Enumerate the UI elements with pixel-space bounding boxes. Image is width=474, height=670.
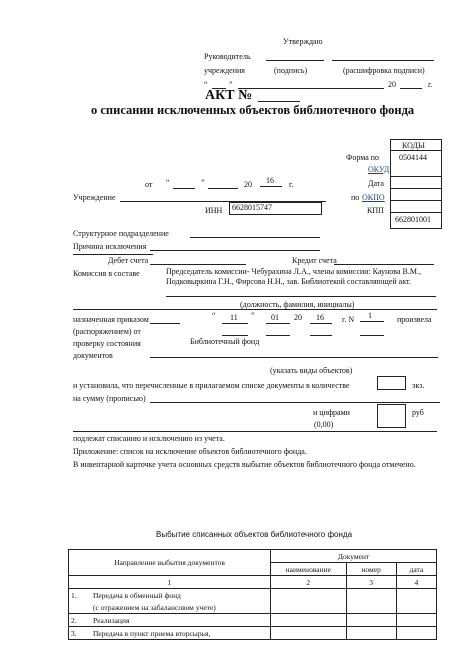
date-year-value: 16 (266, 176, 274, 185)
inn-value: 6628015747 (232, 203, 272, 212)
col-document-header: Документ (271, 550, 437, 563)
row-date-cell (396, 614, 436, 627)
date-quote-2: ” (201, 178, 205, 187)
commission-line (166, 296, 436, 297)
head-signature-line (266, 60, 324, 61)
commission-hint: (должность, фамилия, инициалы) (240, 300, 355, 309)
reason-line (150, 250, 320, 251)
order-num-label: г. N (342, 315, 355, 324)
established-text: и установила, что перечисленные в прилагаемом списке документы в количестве (73, 381, 350, 390)
codes-divider-1 (390, 150, 441, 151)
debit-line (150, 264, 246, 265)
codes-divider-2 (390, 176, 441, 177)
approve-year-prefix: 20 (388, 80, 396, 89)
institution-label: Учреждение (73, 193, 116, 202)
row-number-cell (346, 627, 396, 640)
table-row (69, 627, 437, 640)
approve-year-suffix: г. (428, 80, 433, 89)
reason-label: Причина исключения (73, 242, 147, 251)
row-text: Реализация (93, 615, 130, 625)
row-text: (с отражением на забалансовом учете) (93, 602, 216, 612)
credit-label: Кредит счета (292, 256, 337, 265)
note-line-3: В инвентарной карточке учета основных средств выбытие объектов библиотечного фонда отмечено. (73, 460, 416, 469)
act-subtitle: о списании исключенных объектов библиотечного фонда (91, 103, 415, 117)
order-year-line-2 (310, 335, 332, 336)
order-line-1: назначенная приказом (73, 315, 149, 324)
credit-line (334, 264, 434, 265)
date-from-label: от (145, 180, 153, 189)
order-quote-1: “ (212, 311, 216, 320)
order-top-line (73, 309, 437, 310)
signature-hint: (подпись) (274, 66, 308, 75)
sub-name-header: наименование (271, 563, 346, 576)
row-number-cell (346, 614, 396, 627)
approve-org-label: учреждения (204, 66, 245, 75)
digits-label: и цифрами (313, 408, 350, 417)
sub-number-header: номер (346, 563, 396, 576)
date-year-line (260, 186, 282, 187)
form-label: Форма по (346, 153, 380, 162)
order-object-hint: (указать виды объектов) (270, 366, 353, 375)
structural-line (190, 237, 320, 238)
structural-label: Структурное подразделение (73, 229, 169, 238)
row-name-cell (271, 589, 346, 614)
inn-label: ИНН (205, 206, 223, 215)
sum-line (150, 402, 440, 403)
order-number-line (360, 321, 384, 322)
approve-quote-open: “ (204, 80, 208, 89)
codes-divider-4 (390, 200, 441, 201)
row-date-cell (396, 627, 436, 640)
commission-label: Комиссия в составе (73, 269, 140, 278)
order-month: 01 (271, 313, 279, 322)
order-day-line (222, 323, 248, 324)
row-direction-cell (69, 614, 271, 627)
table-row (69, 589, 437, 602)
okud-value: 0504144 (399, 153, 427, 162)
table-colnum-row (69, 576, 437, 589)
order-year: 16 (316, 313, 324, 322)
col-direction-header: Направление выбытия документов (69, 550, 271, 576)
codes-header: КОДЫ (402, 141, 425, 150)
sum-label: на сумму (прописью) (73, 394, 146, 403)
reason-underline (73, 254, 153, 255)
order-quote-2: ” (251, 311, 255, 320)
approve-head-label: Руководитель (204, 52, 251, 61)
order-object-line (150, 357, 438, 358)
table-header-row (69, 550, 437, 563)
approve-title: Утверждаю (283, 37, 323, 46)
copies-label: экз. (412, 381, 425, 390)
order-month-line-2 (266, 335, 290, 336)
table-title: Выбытие списанных объектов библиотечного фонда (156, 530, 353, 539)
date-year-suffix: г. (289, 180, 294, 189)
row-name-cell (271, 627, 346, 640)
decode-hint: (расшифровка подписи) (343, 66, 425, 75)
codes-divider-3 (390, 188, 441, 189)
order-year-line (310, 323, 332, 324)
row-direction-cell (69, 601, 271, 614)
row-date-cell (396, 589, 436, 614)
row-direction-cell (69, 589, 271, 602)
head-name-line (332, 60, 434, 61)
order-month-line (266, 323, 290, 324)
colnum-4: 4 (396, 576, 436, 589)
date-year-prefix: 20 (244, 180, 252, 189)
approve-month-line (238, 88, 384, 89)
date-quote-1: “ (166, 178, 170, 187)
sub-date-header: дата (396, 563, 436, 576)
order-line-2: (распоряжением) от (73, 327, 141, 336)
order-performed: произвела (397, 315, 432, 324)
order-day: 11 (230, 313, 238, 322)
colnum-2: 2 (271, 576, 346, 589)
row-name-cell (271, 614, 346, 627)
copies-box (377, 376, 406, 390)
kpp-value: 662801001 (395, 215, 431, 224)
codes-divider-5 (390, 212, 441, 213)
order-line-3: проверку состояния (73, 339, 141, 348)
colnum-1: 1 (69, 576, 271, 589)
disposal-table (68, 549, 437, 640)
row-direction-cell (69, 627, 271, 640)
colnum-3: 3 (346, 576, 396, 589)
row-num: 1. (71, 590, 77, 600)
row-text: Передача в обменный фонд (93, 590, 181, 600)
row-number-cell (346, 589, 396, 614)
row-num: 2. (71, 615, 77, 625)
note-line-1: подлежат списанию и исключению из учета. (73, 434, 225, 443)
debit-label: Дебет счета (108, 256, 149, 265)
totals-bottom-line (73, 431, 437, 432)
okud-link[interactable]: ОКУД (368, 165, 390, 174)
date-day-line (173, 188, 195, 189)
okpo-prefix: по (351, 193, 360, 202)
row-text: Передача в пункт приема вторсырья, (93, 628, 211, 638)
kpp-label: КПП (367, 206, 384, 215)
table-row (69, 614, 437, 627)
order-line-fill-1 (150, 323, 180, 324)
note-line-2: Приложение: список на исключение объектов библиотечного фонда. (73, 447, 307, 456)
date-label: Дата (368, 179, 384, 188)
date-month-line (208, 188, 238, 189)
digits-box (377, 404, 406, 428)
order-number-line-2 (360, 335, 384, 336)
approve-year-line (400, 88, 422, 89)
order-year-prefix: 20 (294, 313, 302, 322)
rub-label: руб (412, 408, 424, 417)
order-number: 1 (368, 311, 372, 320)
act-title: АКТ № (205, 88, 253, 103)
order-day-line-2 (222, 335, 248, 336)
order-object-type: Библиотечный фонд (190, 337, 260, 346)
row-num: 3. (71, 628, 77, 638)
act-number-line (258, 101, 300, 102)
okpo-link[interactable]: ОКПО (362, 193, 385, 202)
digits-value: (0,00) (314, 420, 334, 429)
approve-quote-close: ” (229, 80, 233, 89)
order-line-4: документов (73, 351, 113, 360)
commission-text: Председатель комиссии- Чебурахина Л.А., члены комиссии: Каунова В.М., Подковыркина Г.Н., Фирсова Н.Н., зав. Библиотекой составляющей акт. (166, 267, 421, 286)
